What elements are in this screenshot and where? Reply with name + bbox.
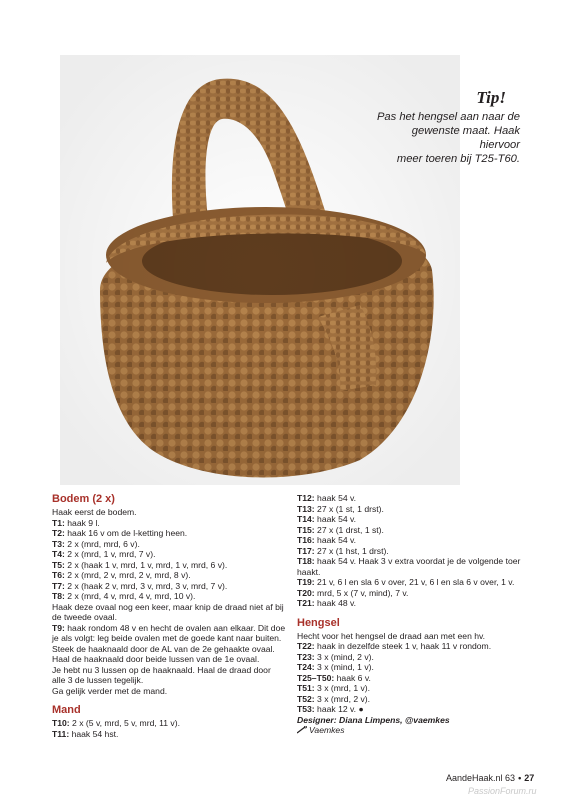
instruction-line	[52, 581, 288, 592]
section-heading-bodem: Bodem (2 x)	[52, 493, 115, 505]
instruction-text: haak 54 hst.	[69, 728, 119, 739]
instruction-text: Haak deze ovaal nog een keer, maar knip de draad niet af bij	[52, 601, 284, 612]
round-label: T53:	[297, 704, 315, 714]
instruction-line	[297, 535, 532, 546]
instruction-line	[297, 577, 532, 588]
instruction-text: haak 54 v.	[314, 493, 357, 503]
pattern-column-left	[52, 493, 288, 739]
instruction-line	[52, 686, 288, 697]
instruction-text: 2 x (5 v, mrd, 5 v, mrd, 11 v).	[69, 718, 180, 728]
round-label: T17:	[297, 545, 315, 556]
round-label: T20:	[297, 587, 315, 598]
instruction-line	[52, 665, 288, 676]
round-label: T14:	[297, 514, 315, 524]
instruction-line	[52, 539, 288, 550]
instruction-line	[52, 623, 288, 634]
instruction-text: 2 x (haak 2 v, mrd, 3 v, mrd, 3 v, mrd, 7 v).	[64, 580, 228, 591]
round-label: T10:	[52, 718, 70, 728]
round-label: T3:	[52, 538, 65, 549]
round-label: T7:	[52, 580, 65, 591]
instruction-text: 2 x (mrd, 2 v, mrd, 2 v, mrd, 8 v).	[64, 570, 191, 580]
tip-box	[370, 88, 520, 166]
instruction-line	[297, 514, 532, 525]
instruction-line	[52, 549, 288, 560]
tip-line: meer toeren bij T25-T60.	[396, 153, 520, 165]
page-number: 27	[524, 773, 535, 783]
instruction-text: haak rondom 48 v en hecht de ovalen aan elkaar. Dit doe	[64, 622, 286, 633]
round-label: T16:	[297, 535, 315, 545]
brand-name: Vaemkes	[309, 725, 345, 735]
instruction-text: Steek de haaknaald door de AL van de 2e gehaakte ovaal.	[52, 643, 275, 654]
instruction-line	[52, 644, 288, 655]
instruction-text: haak 54 v.	[314, 514, 357, 524]
instruction-line	[52, 528, 288, 539]
round-label: T18:	[297, 556, 315, 566]
instruction-text: 2 x (mrd, 4 v, mrd, 4 v, mrd, 10 v).	[64, 591, 196, 601]
round-label: T4:	[52, 549, 65, 559]
instruction-text: 3 x (mind, 1 v).	[314, 662, 374, 672]
instruction-line	[297, 694, 532, 705]
round-label: T5:	[52, 559, 65, 570]
section-heading-hengsel: Hengsel	[297, 616, 340, 629]
magazine-name: AandeHaak.nl 63	[446, 773, 516, 783]
mand-instructions	[52, 718, 288, 739]
instruction-line	[52, 602, 288, 613]
instruction-line	[52, 718, 288, 729]
instruction-text: 2 x (haak 1 v, mrd, 1 v, mrd, 1 v, mrd, 6 v).	[64, 559, 228, 570]
instruction-text: haak 16 v om de l-ketting heen.	[64, 528, 188, 538]
round-label: T52:	[297, 693, 315, 704]
tip-title: Tip!	[476, 88, 506, 107]
instruction-line	[297, 683, 532, 694]
round-label: T19:	[297, 577, 315, 587]
round-label: T21:	[297, 598, 315, 608]
instruction-text: 27 x (1 drst, 1 st).	[314, 524, 384, 535]
instruction-text: haak 54 v.	[314, 535, 357, 545]
instruction-text: 3 x (mrd, 1 v).	[314, 683, 371, 693]
instruction-line	[52, 654, 288, 665]
instruction-line	[297, 631, 532, 642]
instruction-text: haak in dezelfde steek 1 v, haak 11 v rondom.	[314, 641, 492, 651]
instruction-line	[297, 493, 532, 504]
page-footer	[446, 773, 534, 783]
instruction-text: 3 x (mind, 2 v).	[314, 651, 374, 662]
instruction-text: de tweede ovaal.	[52, 612, 117, 622]
crochet-hook-icon	[297, 726, 307, 734]
instruction-text: haak 6 v.	[334, 672, 371, 683]
instruction-text: mrd, 5 x (7 v, mind), 7 v.	[314, 587, 409, 598]
instruction-line	[297, 567, 532, 578]
instruction-text: 3 x (mrd, 2 v).	[314, 693, 371, 704]
brand-credit	[297, 725, 532, 736]
round-label: T51:	[297, 683, 315, 693]
instruction-text: haak 48 v.	[314, 598, 357, 608]
instruction-line	[52, 518, 288, 529]
instruction-text: haak 9 l.	[64, 517, 100, 528]
bodem-instructions	[52, 507, 288, 696]
instruction-text: haak 12 v. ●	[314, 704, 364, 714]
tip-line: Pas het hengsel aan naar de	[376, 111, 520, 123]
round-label: T15:	[297, 524, 315, 535]
round-label: T6:	[52, 570, 65, 580]
instruction-text: 27 x (1 st, 1 drst).	[314, 503, 384, 514]
bullet-icon: •	[518, 773, 522, 783]
instruction-text: Je hebt nu 3 lussen op de haaknaald. Haal de draad door	[52, 664, 271, 675]
instruction-line	[297, 662, 532, 673]
round-label: T13:	[297, 503, 315, 514]
instruction-text: 2 x (mrd, mrd, 6 v).	[64, 538, 140, 549]
instruction-line	[52, 729, 288, 740]
watermark: PassionForum.ru	[468, 786, 537, 796]
instruction-line	[297, 704, 532, 715]
round-label: T25–T50:	[297, 672, 335, 683]
instruction-line	[297, 504, 532, 515]
instruction-text: Haal de haaknaald door beide lussen van de 1e ovaal.	[52, 654, 260, 664]
mand-continued-instructions	[297, 493, 532, 609]
instruction-text: alle 3 de lussen tegelijk.	[52, 675, 144, 685]
instruction-text: Hecht voor het hengsel de draad aan met een hv.	[297, 630, 486, 641]
round-label: T23:	[297, 651, 315, 662]
section-heading-mand: Mand	[52, 704, 81, 716]
instruction-line	[297, 588, 532, 599]
round-label: T22:	[297, 641, 315, 651]
instruction-line	[52, 560, 288, 571]
designer-credit: Designer: Diana Limpens, @vaemkes	[297, 714, 450, 725]
round-label: T2:	[52, 528, 65, 538]
instruction-line	[297, 598, 532, 609]
round-label: T12:	[297, 493, 315, 503]
instruction-text: je als volgt: leg beide ovalen met de goede kant naar buiten.	[52, 633, 282, 643]
instruction-line	[52, 591, 288, 602]
instruction-line	[297, 641, 532, 652]
round-label: T24:	[297, 662, 315, 672]
instruction-line	[52, 507, 288, 518]
instruction-line	[297, 546, 532, 557]
pattern-column-right	[297, 493, 532, 736]
instruction-text: 27 x (1 hst, 1 drst).	[314, 545, 389, 556]
instruction-line	[52, 612, 288, 623]
instruction-text: haak 54 v. Haak 3 v extra voordat je de volgende toer	[314, 556, 521, 566]
instruction-text: 21 v, 6 l en sla 6 v over, 21 v, 6 l en sla 6 v over, 1 v.	[314, 577, 515, 587]
instruction-line	[52, 675, 288, 686]
instruction-text: 2 x (mrd, 1 v, mrd, 7 v).	[64, 549, 156, 559]
round-label: T8:	[52, 591, 65, 601]
round-label: T1:	[52, 517, 65, 528]
instruction-line	[297, 556, 532, 567]
instruction-line	[297, 525, 532, 536]
hengsel-instructions	[297, 631, 532, 715]
instruction-line	[297, 652, 532, 663]
instruction-text: Haak eerst de bodem.	[52, 507, 137, 517]
round-label: T11:	[52, 728, 70, 739]
instruction-line	[297, 673, 532, 684]
tip-line: gewenste maat. Haak hiervoor	[411, 125, 520, 151]
instruction-text: Ga gelijk verder met de mand.	[52, 685, 168, 696]
round-label: T9:	[52, 622, 65, 633]
instruction-line	[52, 570, 288, 581]
instruction-line	[52, 633, 288, 644]
instruction-text: haakt.	[297, 566, 321, 577]
